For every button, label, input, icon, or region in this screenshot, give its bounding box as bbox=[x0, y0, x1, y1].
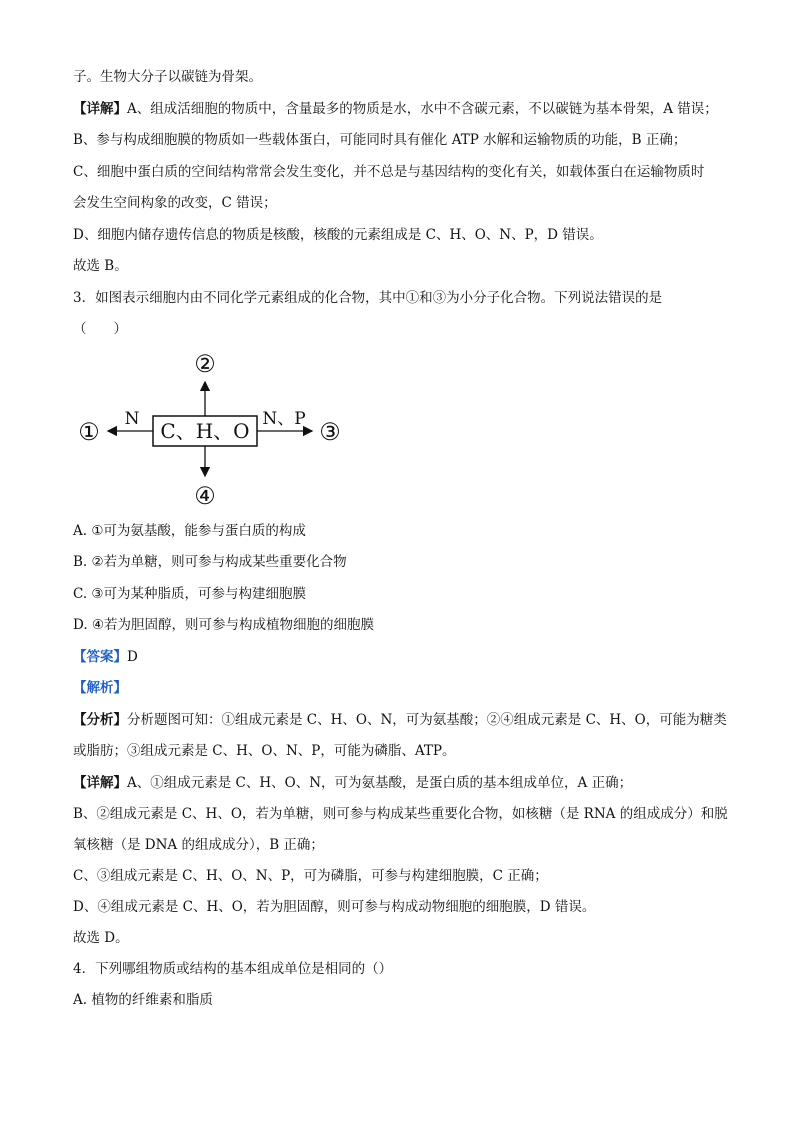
question-4-option-a: A. 植物的纤维素和脂质 bbox=[73, 992, 213, 1008]
answer-line bbox=[73, 648, 138, 666]
node-1: ① bbox=[78, 418, 100, 446]
text-line: 或脂肪；③组成元素是 C、H、O、N、P，可能为磷脂、ATP。 bbox=[73, 743, 456, 759]
node-3: ③ bbox=[319, 418, 341, 446]
text-line: C、③组成元素是 C、H、O、N、P，可为磷脂，可参与构建细胞膜，C 正确； bbox=[73, 868, 548, 884]
option-d: D. ④若为胆固醇，则可参与构成植物细胞的细胞膜 bbox=[73, 617, 375, 633]
text-line: 故选 B。 bbox=[73, 258, 128, 274]
analysis-tag: 【解析】 bbox=[73, 680, 127, 696]
option-b: B. ②若为单糖，则可参与构成某些重要化合物 bbox=[73, 554, 347, 570]
option-c: C. ③可为某种脂质，可参与构建细胞膜 bbox=[73, 586, 307, 602]
xiangjie-tag: 【详解】 bbox=[73, 775, 127, 791]
text-line: B、参与构成细胞膜的物质如一些载体蛋白，可能同时具有催化 ATP 水解和运输物质的功能，B 正确； bbox=[73, 132, 687, 148]
text-line: B、②组成元素是 C、H、O，若为单糖，则可参与构成某些重要化合物，如核糖（是 RNA 的组成成分）和脱 bbox=[73, 806, 728, 822]
text-line: D、④组成元素是 C、H、O，若为胆固醇，则可参与构成动物细胞的细胞膜，D 错误。 bbox=[73, 899, 596, 915]
analysis-line bbox=[73, 679, 127, 697]
text-line: A、①组成元素是 C、H、O、N，可为氨基酸，是蛋白质的基本组成单位，A 正确； bbox=[127, 775, 633, 791]
xiangjie-paragraph bbox=[73, 774, 632, 792]
detail-paragraph bbox=[73, 100, 718, 118]
text-line: D、细胞内储存遗传信息的物质是核酸，核酸的元素组成是 C、H、O、N、P，D 错误。 bbox=[73, 227, 603, 243]
node-4: ④ bbox=[194, 482, 216, 508]
fenxi-paragraph bbox=[73, 711, 727, 729]
text-line: A、组成活细胞的物质中，含量最多的物质是水，水中不含碳元素，不以碳链为基本骨架，A 错误； bbox=[127, 101, 718, 117]
question-4-stem: 4．下列哪组物质或结构的基本组成单位是相同的（） bbox=[73, 961, 393, 977]
answer-value: D bbox=[127, 649, 138, 665]
detail-tag: 【详解】 bbox=[73, 101, 127, 117]
left-arrow-label: N bbox=[124, 409, 140, 429]
text-line: 氧核糖（是 DNA 的组成成分），B 正确； bbox=[73, 837, 324, 853]
element-compound-diagram bbox=[70, 348, 360, 508]
option-a: A. ①可为氨基酸，能参与蛋白质的构成 bbox=[73, 523, 306, 539]
fenxi-tag: 【分析】 bbox=[73, 712, 127, 728]
text-line: C、细胞中蛋白质的空间结构常常会发生变化，并不总是与基因结构的变化有关，如载体蛋白在运输物质时 bbox=[73, 164, 705, 180]
answer-tag: 【答案】 bbox=[73, 649, 127, 665]
text-line: 会发生空间构象的改变，C 错误； bbox=[73, 195, 277, 211]
text-line: 分析题图可知：①组成元素是 C、H、O、N，可为氨基酸；②④组成元素是 C、H、O，可能为糖类 bbox=[127, 712, 727, 728]
question-3-stem: 3．如图表示细胞内由不同化学元素组成的化合物，其中①和③为小分子化合物。下列说法错误的是 bbox=[73, 290, 663, 306]
center-label: C、H、O bbox=[160, 419, 250, 443]
question-3-paren: （ ） bbox=[73, 321, 127, 337]
node-2: ② bbox=[194, 350, 216, 378]
text-line: 故选 D。 bbox=[73, 930, 129, 946]
right-arrow-label: N、P bbox=[262, 409, 306, 429]
text-line: 子。生物大分子以碳链为骨架。 bbox=[73, 69, 262, 85]
